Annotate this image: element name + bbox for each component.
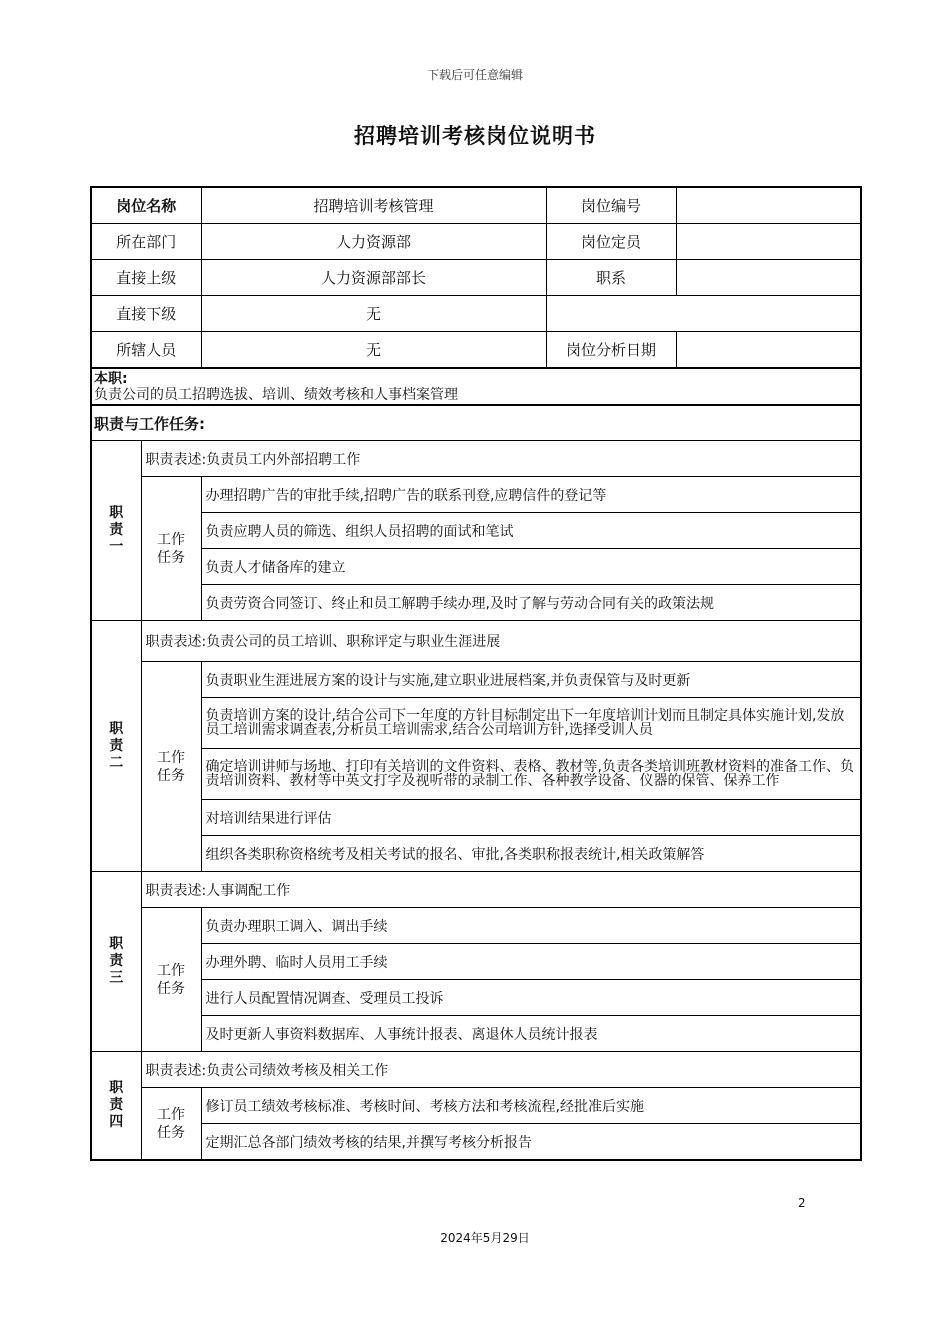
footer-date: 2024年5月29日 xyxy=(440,1231,530,1245)
task-item: 组织各类职称资格统考及相关考试的报名、审批,各类职称报表统计,相关政策解答 xyxy=(201,836,861,872)
responsibility-3-name: 职 责 三 xyxy=(91,872,141,1052)
subordinate-value: 无 xyxy=(201,296,546,332)
task-item: 负责人才储备库的建立 xyxy=(201,549,861,585)
document-title: 招聘培训考核岗位说明书 xyxy=(354,124,596,148)
work-task-label: 工作 任务 xyxy=(141,477,201,621)
series-value xyxy=(676,260,861,296)
task-item: 修订员工绩效考核标准、考核时间、考核方法和考核流程,经批准后实施 xyxy=(201,1088,861,1124)
staff-value: 无 xyxy=(201,332,546,369)
quota-value xyxy=(676,224,861,260)
analysis-date-value xyxy=(676,332,861,369)
page-number: 2 xyxy=(798,1196,806,1210)
task-item: 办理招聘广告的审批手续,招聘广告的联系刊登,应聘信件的登记等 xyxy=(201,477,861,513)
task-item: 负责培训方案的设计,结合公司下一年度的方针目标制定出下一年度培训计划而且制定具体实施计划,发放员工培训需求调查表,分析员工培训需求,结合公司培训方针,选择受训人员 xyxy=(201,698,861,749)
series-label: 职系 xyxy=(546,260,676,296)
info-row-dept xyxy=(91,224,861,260)
responsibility-3-description: 职责表述:人事调配工作 xyxy=(141,872,861,908)
quota-label: 岗位定员 xyxy=(546,224,676,260)
resp1-task-row xyxy=(91,477,861,513)
subordinate-label: 直接下级 xyxy=(91,296,201,332)
task-item: 对培训结果进行评估 xyxy=(201,800,861,836)
superior-value: 人力资源部部长 xyxy=(201,260,546,296)
resp1-desc-row xyxy=(91,441,861,477)
responsibility-4-description: 职责表述:负责公司绩效考核及相关工作 xyxy=(141,1052,861,1088)
superior-label: 直接上级 xyxy=(91,260,201,296)
task-item: 负责办理职工调入、调出手续 xyxy=(201,908,861,944)
tasks-heading: 职责与工作任务: xyxy=(91,405,861,441)
task-item: 负责劳资合同签订、终止和员工解聘手续办理,及时了解与劳动合同有关的政策法规 xyxy=(201,585,861,621)
duty-row xyxy=(91,368,861,405)
empty-cell xyxy=(546,296,861,332)
task-item: 负责职业生涯进展方案的设计与实施,建立职业进展档案,并负责保管与及时更新 xyxy=(201,662,861,698)
responsibility-2-name: 职 责 二 xyxy=(91,621,141,872)
staff-label: 所辖人员 xyxy=(91,332,201,369)
department-label: 所在部门 xyxy=(91,224,201,260)
info-row-position xyxy=(91,187,861,224)
info-row-subordinate xyxy=(91,296,861,332)
work-task-label: 工作 任务 xyxy=(141,662,201,872)
responsibility-2-description: 职责表述:负责公司的员工培训、职称评定与职业生涯进展 xyxy=(141,621,861,662)
responsibility-4-name: 职 责 四 xyxy=(91,1052,141,1161)
duty-text: 负责公司的员工招聘选拔、培训、绩效考核和人事档案管理 xyxy=(94,386,458,403)
responsibility-1-name: 职 责 一 xyxy=(91,441,141,621)
task-item: 进行人员配置情况调查、受理员工投诉 xyxy=(201,980,861,1016)
position-name-value: 招聘培训考核管理 xyxy=(201,187,546,224)
duty-label: 本职: xyxy=(94,370,128,387)
department-value: 人力资源部 xyxy=(201,224,546,260)
task-item: 及时更新人事资料数据库、人事统计报表、离退休人员统计报表 xyxy=(201,1016,861,1052)
responsibility-1-description: 职责表述:负责员工内外部招聘工作 xyxy=(141,441,861,477)
position-number-label: 岗位编号 xyxy=(546,187,676,224)
position-number-value xyxy=(676,187,861,224)
tasks-heading-row xyxy=(91,405,861,441)
work-task-label: 工作 任务 xyxy=(141,1088,201,1161)
info-row-staff xyxy=(91,332,861,369)
resp2-desc-row xyxy=(91,621,861,662)
task-item: 办理外聘、临时人员用工手续 xyxy=(201,944,861,980)
task-item: 负责应聘人员的筛选、组织人员招聘的面试和笔试 xyxy=(201,513,861,549)
resp4-desc-row xyxy=(91,1052,861,1088)
analysis-date-label: 岗位分析日期 xyxy=(546,332,676,369)
position-name-label: 岗位名称 xyxy=(91,187,201,224)
header-note: 下载后可任意编辑 xyxy=(426,68,523,82)
task-item: 确定培训讲师与场地、打印有关培训的文件资料、表格、教材等,负责各类培训班教材资料的准备工作、负责培训资料、教材等中英文打字及视听带的录制工作、各种教学设备、仪器的保管、保养工作 xyxy=(201,749,861,800)
work-task-label: 工作 任务 xyxy=(141,908,201,1052)
info-row-superior xyxy=(91,260,861,296)
task-item: 定期汇总各部门绩效考核的结果,并撰写考核分析报告 xyxy=(201,1124,861,1161)
resp3-desc-row xyxy=(91,872,861,908)
job-description-table xyxy=(90,186,862,1161)
